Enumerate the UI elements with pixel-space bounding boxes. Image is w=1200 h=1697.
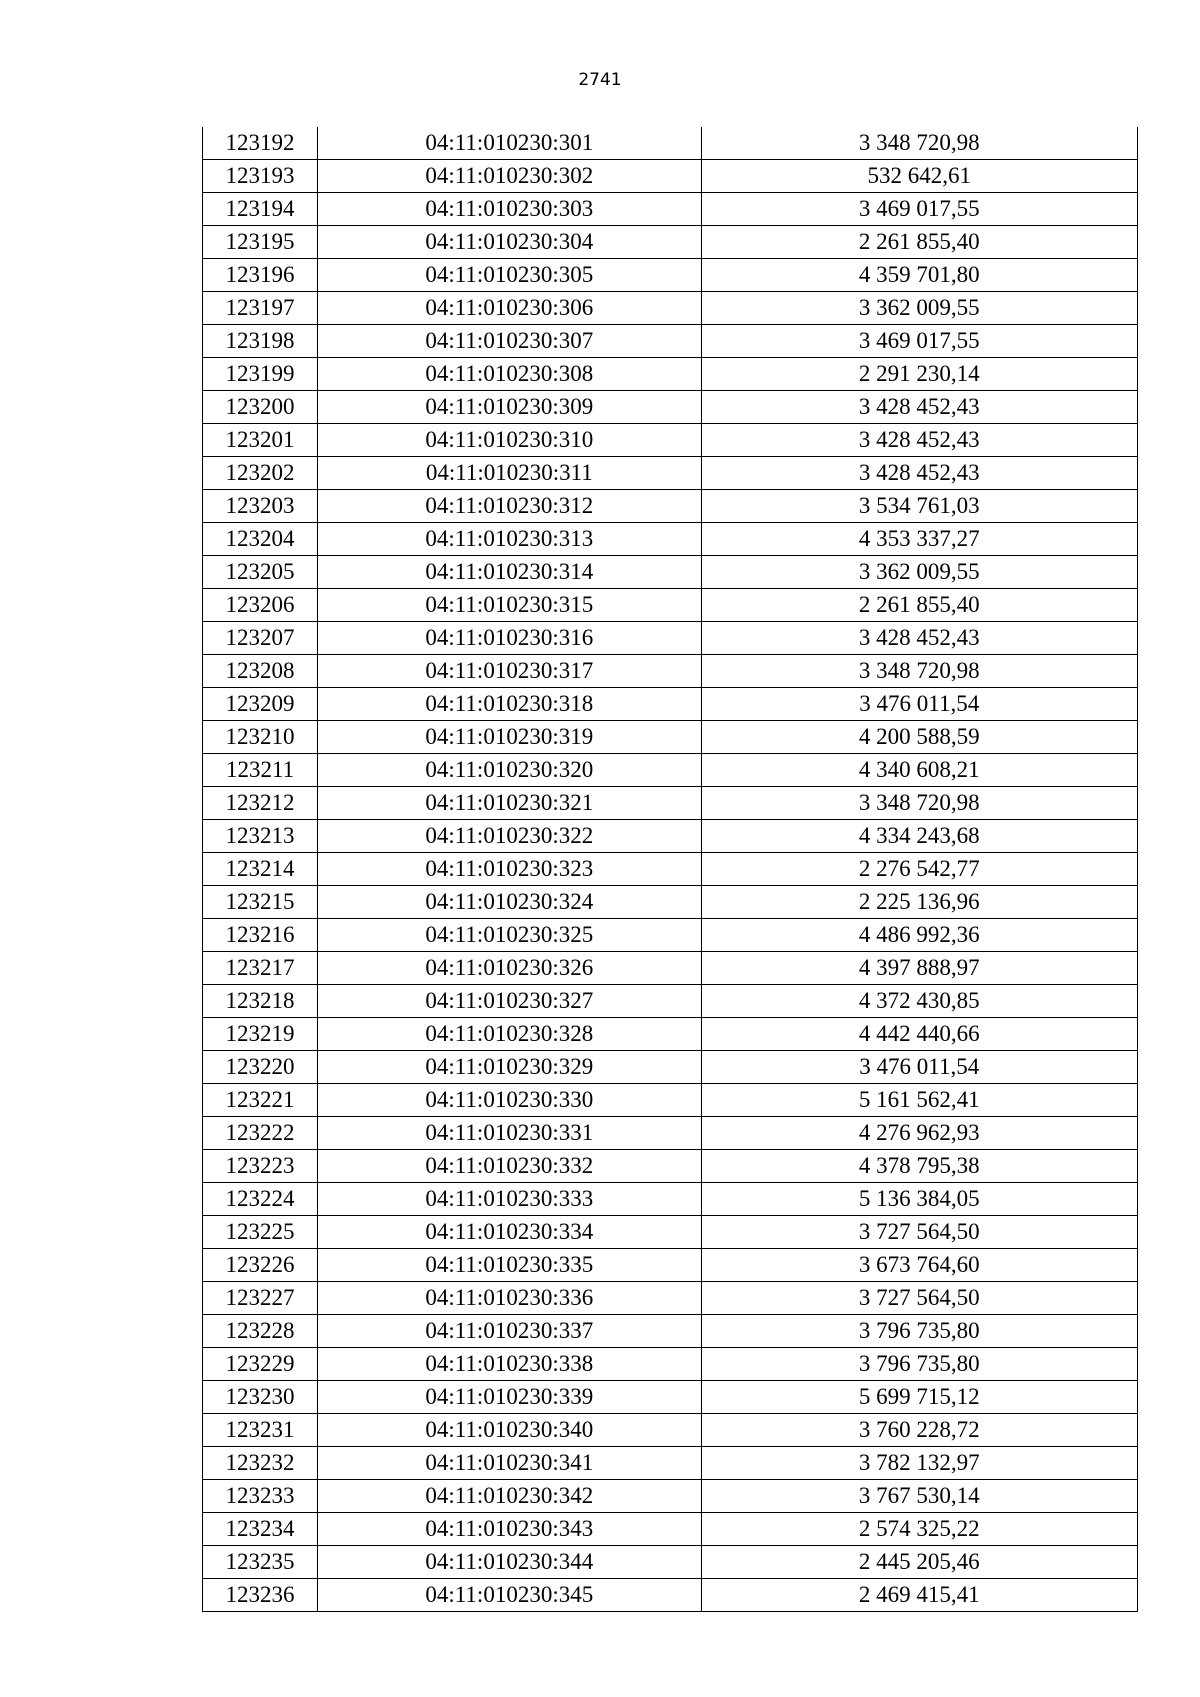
table-row xyxy=(203,226,1138,259)
table-row xyxy=(203,1414,1138,1447)
cadastral-number-cell: 04:11:010230:328 xyxy=(318,1018,701,1051)
value-cell: 2 261 855,40 xyxy=(701,226,1137,259)
cadastral-number-cell: 04:11:010230:342 xyxy=(318,1480,701,1513)
table-row xyxy=(203,259,1138,292)
value-cell: 4 378 795,38 xyxy=(701,1150,1137,1183)
row-number-cell: 123200 xyxy=(203,391,318,424)
row-number-cell: 123232 xyxy=(203,1447,318,1480)
table-row xyxy=(203,886,1138,919)
value-cell: 3 362 009,55 xyxy=(701,292,1137,325)
table-row xyxy=(203,490,1138,523)
row-number-cell: 123221 xyxy=(203,1084,318,1117)
cadastral-number-cell: 04:11:010230:317 xyxy=(318,655,701,688)
value-cell: 4 486 992,36 xyxy=(701,919,1137,952)
value-cell: 3 782 132,97 xyxy=(701,1447,1137,1480)
table-row xyxy=(203,1579,1138,1612)
table-row xyxy=(203,1117,1138,1150)
cadastral-number-cell: 04:11:010230:338 xyxy=(318,1348,701,1381)
cadastral-number-cell: 04:11:010230:309 xyxy=(318,391,701,424)
table-row xyxy=(203,424,1138,457)
value-cell: 4 372 430,85 xyxy=(701,985,1137,1018)
value-cell: 4 340 608,21 xyxy=(701,754,1137,787)
table-row xyxy=(203,391,1138,424)
value-cell: 5 161 562,41 xyxy=(701,1084,1137,1117)
cadastral-number-cell: 04:11:010230:311 xyxy=(318,457,701,490)
cadastral-number-cell: 04:11:010230:343 xyxy=(318,1513,701,1546)
cadastral-number-cell: 04:11:010230:335 xyxy=(318,1249,701,1282)
row-number-cell: 123192 xyxy=(203,127,318,160)
value-cell: 3 727 564,50 xyxy=(701,1282,1137,1315)
cadastral-number-cell: 04:11:010230:330 xyxy=(318,1084,701,1117)
table-row xyxy=(203,160,1138,193)
table-row xyxy=(203,589,1138,622)
row-number-cell: 123230 xyxy=(203,1381,318,1414)
row-number-cell: 123210 xyxy=(203,721,318,754)
table-row xyxy=(203,1084,1138,1117)
value-cell: 3 469 017,55 xyxy=(701,325,1137,358)
row-number-cell: 123216 xyxy=(203,919,318,952)
value-cell: 2 574 325,22 xyxy=(701,1513,1137,1546)
cadastral-number-cell: 04:11:010230:326 xyxy=(318,952,701,985)
row-number-cell: 123233 xyxy=(203,1480,318,1513)
row-number-cell: 123193 xyxy=(203,160,318,193)
cadastral-number-cell: 04:11:010230:320 xyxy=(318,754,701,787)
row-number-cell: 123197 xyxy=(203,292,318,325)
row-number-cell: 123194 xyxy=(203,193,318,226)
cadastral-number-cell: 04:11:010230:332 xyxy=(318,1150,701,1183)
table-row xyxy=(203,1513,1138,1546)
row-number-cell: 123234 xyxy=(203,1513,318,1546)
value-cell: 2 469 415,41 xyxy=(701,1579,1137,1612)
cadastral-number-cell: 04:11:010230:305 xyxy=(318,259,701,292)
value-cell: 3 348 720,98 xyxy=(701,127,1137,160)
table-row xyxy=(203,358,1138,391)
cadastral-number-cell: 04:11:010230:324 xyxy=(318,886,701,919)
value-cell: 2 225 136,96 xyxy=(701,886,1137,919)
value-cell: 3 727 564,50 xyxy=(701,1216,1137,1249)
table-row xyxy=(203,1150,1138,1183)
table-row xyxy=(203,622,1138,655)
table-row xyxy=(203,721,1138,754)
cadastral-value-table xyxy=(202,127,1138,1612)
cadastral-number-cell: 04:11:010230:304 xyxy=(318,226,701,259)
cadastral-number-cell: 04:11:010230:302 xyxy=(318,160,701,193)
row-number-cell: 123207 xyxy=(203,622,318,655)
cadastral-number-cell: 04:11:010230:339 xyxy=(318,1381,701,1414)
value-cell: 3 348 720,98 xyxy=(701,655,1137,688)
row-number-cell: 123202 xyxy=(203,457,318,490)
row-number-cell: 123222 xyxy=(203,1117,318,1150)
table-row xyxy=(203,325,1138,358)
cadastral-number-cell: 04:11:010230:333 xyxy=(318,1183,701,1216)
row-number-cell: 123218 xyxy=(203,985,318,1018)
cadastral-number-cell: 04:11:010230:327 xyxy=(318,985,701,1018)
table-row xyxy=(203,754,1138,787)
cadastral-number-cell: 04:11:010230:331 xyxy=(318,1117,701,1150)
row-number-cell: 123203 xyxy=(203,490,318,523)
cadastral-number-cell: 04:11:010230:336 xyxy=(318,1282,701,1315)
value-cell: 3 428 452,43 xyxy=(701,391,1137,424)
value-cell: 3 760 228,72 xyxy=(701,1414,1137,1447)
table-row xyxy=(203,655,1138,688)
cadastral-number-cell: 04:11:010230:329 xyxy=(318,1051,701,1084)
row-number-cell: 123208 xyxy=(203,655,318,688)
value-cell: 3 348 720,98 xyxy=(701,787,1137,820)
row-number-cell: 123206 xyxy=(203,589,318,622)
value-cell: 3 767 530,14 xyxy=(701,1480,1137,1513)
table-row xyxy=(203,1348,1138,1381)
row-number-cell: 123205 xyxy=(203,556,318,589)
table-row xyxy=(203,1381,1138,1414)
value-cell: 3 428 452,43 xyxy=(701,457,1137,490)
table-row xyxy=(203,292,1138,325)
cadastral-number-cell: 04:11:010230:325 xyxy=(318,919,701,952)
cadastral-number-cell: 04:11:010230:316 xyxy=(318,622,701,655)
cadastral-number-cell: 04:11:010230:337 xyxy=(318,1315,701,1348)
row-number-cell: 123204 xyxy=(203,523,318,556)
row-number-cell: 123215 xyxy=(203,886,318,919)
value-cell: 3 796 735,80 xyxy=(701,1348,1137,1381)
table-row xyxy=(203,193,1138,226)
value-cell: 4 359 701,80 xyxy=(701,259,1137,292)
row-number-cell: 123235 xyxy=(203,1546,318,1579)
row-number-cell: 123217 xyxy=(203,952,318,985)
row-number-cell: 123225 xyxy=(203,1216,318,1249)
value-cell: 4 353 337,27 xyxy=(701,523,1137,556)
table-row xyxy=(203,820,1138,853)
value-cell: 2 276 542,77 xyxy=(701,853,1137,886)
table-row xyxy=(203,1447,1138,1480)
value-cell: 2 291 230,14 xyxy=(701,358,1137,391)
cadastral-number-cell: 04:11:010230:345 xyxy=(318,1579,701,1612)
row-number-cell: 123209 xyxy=(203,688,318,721)
row-number-cell: 123214 xyxy=(203,853,318,886)
table-body xyxy=(203,127,1138,1612)
cadastral-number-cell: 04:11:010230:303 xyxy=(318,193,701,226)
value-cell: 3 476 011,54 xyxy=(701,688,1137,721)
row-number-cell: 123201 xyxy=(203,424,318,457)
value-cell: 4 334 243,68 xyxy=(701,820,1137,853)
table-row xyxy=(203,919,1138,952)
table-row xyxy=(203,457,1138,490)
row-number-cell: 123219 xyxy=(203,1018,318,1051)
cadastral-number-cell: 04:11:010230:308 xyxy=(318,358,701,391)
cadastral-number-cell: 04:11:010230:314 xyxy=(318,556,701,589)
value-cell: 4 200 588,59 xyxy=(701,721,1137,754)
row-number-cell: 123199 xyxy=(203,358,318,391)
table-row xyxy=(203,853,1138,886)
cadastral-number-cell: 04:11:010230:321 xyxy=(318,787,701,820)
table-row xyxy=(203,1183,1138,1216)
value-cell: 2 261 855,40 xyxy=(701,589,1137,622)
cadastral-number-cell: 04:11:010230:319 xyxy=(318,721,701,754)
table-row xyxy=(203,688,1138,721)
row-number-cell: 123226 xyxy=(203,1249,318,1282)
value-cell: 532 642,61 xyxy=(701,160,1137,193)
cadastral-number-cell: 04:11:010230:306 xyxy=(318,292,701,325)
row-number-cell: 123229 xyxy=(203,1348,318,1381)
row-number-cell: 123228 xyxy=(203,1315,318,1348)
row-number-cell: 123212 xyxy=(203,787,318,820)
table-row xyxy=(203,523,1138,556)
table-row xyxy=(203,1216,1138,1249)
cadastral-number-cell: 04:11:010230:341 xyxy=(318,1447,701,1480)
row-number-cell: 123195 xyxy=(203,226,318,259)
table-row xyxy=(203,952,1138,985)
value-cell: 3 362 009,55 xyxy=(701,556,1137,589)
value-cell: 4 276 962,93 xyxy=(701,1117,1137,1150)
value-cell: 4 397 888,97 xyxy=(701,952,1137,985)
value-cell: 3 534 761,03 xyxy=(701,490,1137,523)
table-row xyxy=(203,556,1138,589)
table-row xyxy=(203,1018,1138,1051)
value-cell: 3 673 764,60 xyxy=(701,1249,1137,1282)
table-row xyxy=(203,1480,1138,1513)
table-row xyxy=(203,1315,1138,1348)
row-number-cell: 123196 xyxy=(203,259,318,292)
cadastral-number-cell: 04:11:010230:315 xyxy=(318,589,701,622)
table-row xyxy=(203,127,1138,160)
row-number-cell: 123236 xyxy=(203,1579,318,1612)
table-row xyxy=(203,1051,1138,1084)
cadastral-number-cell: 04:11:010230:307 xyxy=(318,325,701,358)
value-cell: 3 469 017,55 xyxy=(701,193,1137,226)
value-cell: 4 442 440,66 xyxy=(701,1018,1137,1051)
cadastral-number-cell: 04:11:010230:340 xyxy=(318,1414,701,1447)
table-row xyxy=(203,787,1138,820)
value-cell: 3 476 011,54 xyxy=(701,1051,1137,1084)
table-row xyxy=(203,1546,1138,1579)
cadastral-number-cell: 04:11:010230:318 xyxy=(318,688,701,721)
cadastral-number-cell: 04:11:010230:323 xyxy=(318,853,701,886)
cadastral-number-cell: 04:11:010230:312 xyxy=(318,490,701,523)
row-number-cell: 123231 xyxy=(203,1414,318,1447)
row-number-cell: 123227 xyxy=(203,1282,318,1315)
row-number-cell: 123224 xyxy=(203,1183,318,1216)
row-number-cell: 123220 xyxy=(203,1051,318,1084)
row-number-cell: 123213 xyxy=(203,820,318,853)
value-cell: 5 136 384,05 xyxy=(701,1183,1137,1216)
cadastral-number-cell: 04:11:010230:344 xyxy=(318,1546,701,1579)
value-cell: 3 796 735,80 xyxy=(701,1315,1137,1348)
cadastral-number-cell: 04:11:010230:322 xyxy=(318,820,701,853)
row-number-cell: 123211 xyxy=(203,754,318,787)
cadastral-number-cell: 04:11:010230:313 xyxy=(318,523,701,556)
row-number-cell: 123198 xyxy=(203,325,318,358)
value-cell: 3 428 452,43 xyxy=(701,424,1137,457)
value-cell: 3 428 452,43 xyxy=(701,622,1137,655)
cadastral-number-cell: 04:11:010230:310 xyxy=(318,424,701,457)
row-number-cell: 123223 xyxy=(203,1150,318,1183)
cadastral-number-cell: 04:11:010230:301 xyxy=(318,127,701,160)
value-cell: 2 445 205,46 xyxy=(701,1546,1137,1579)
page-number: 2741 xyxy=(578,70,622,90)
table-row xyxy=(203,1282,1138,1315)
cadastral-number-cell: 04:11:010230:334 xyxy=(318,1216,701,1249)
value-cell: 5 699 715,12 xyxy=(701,1381,1137,1414)
table-row xyxy=(203,1249,1138,1282)
table-row xyxy=(203,985,1138,1018)
